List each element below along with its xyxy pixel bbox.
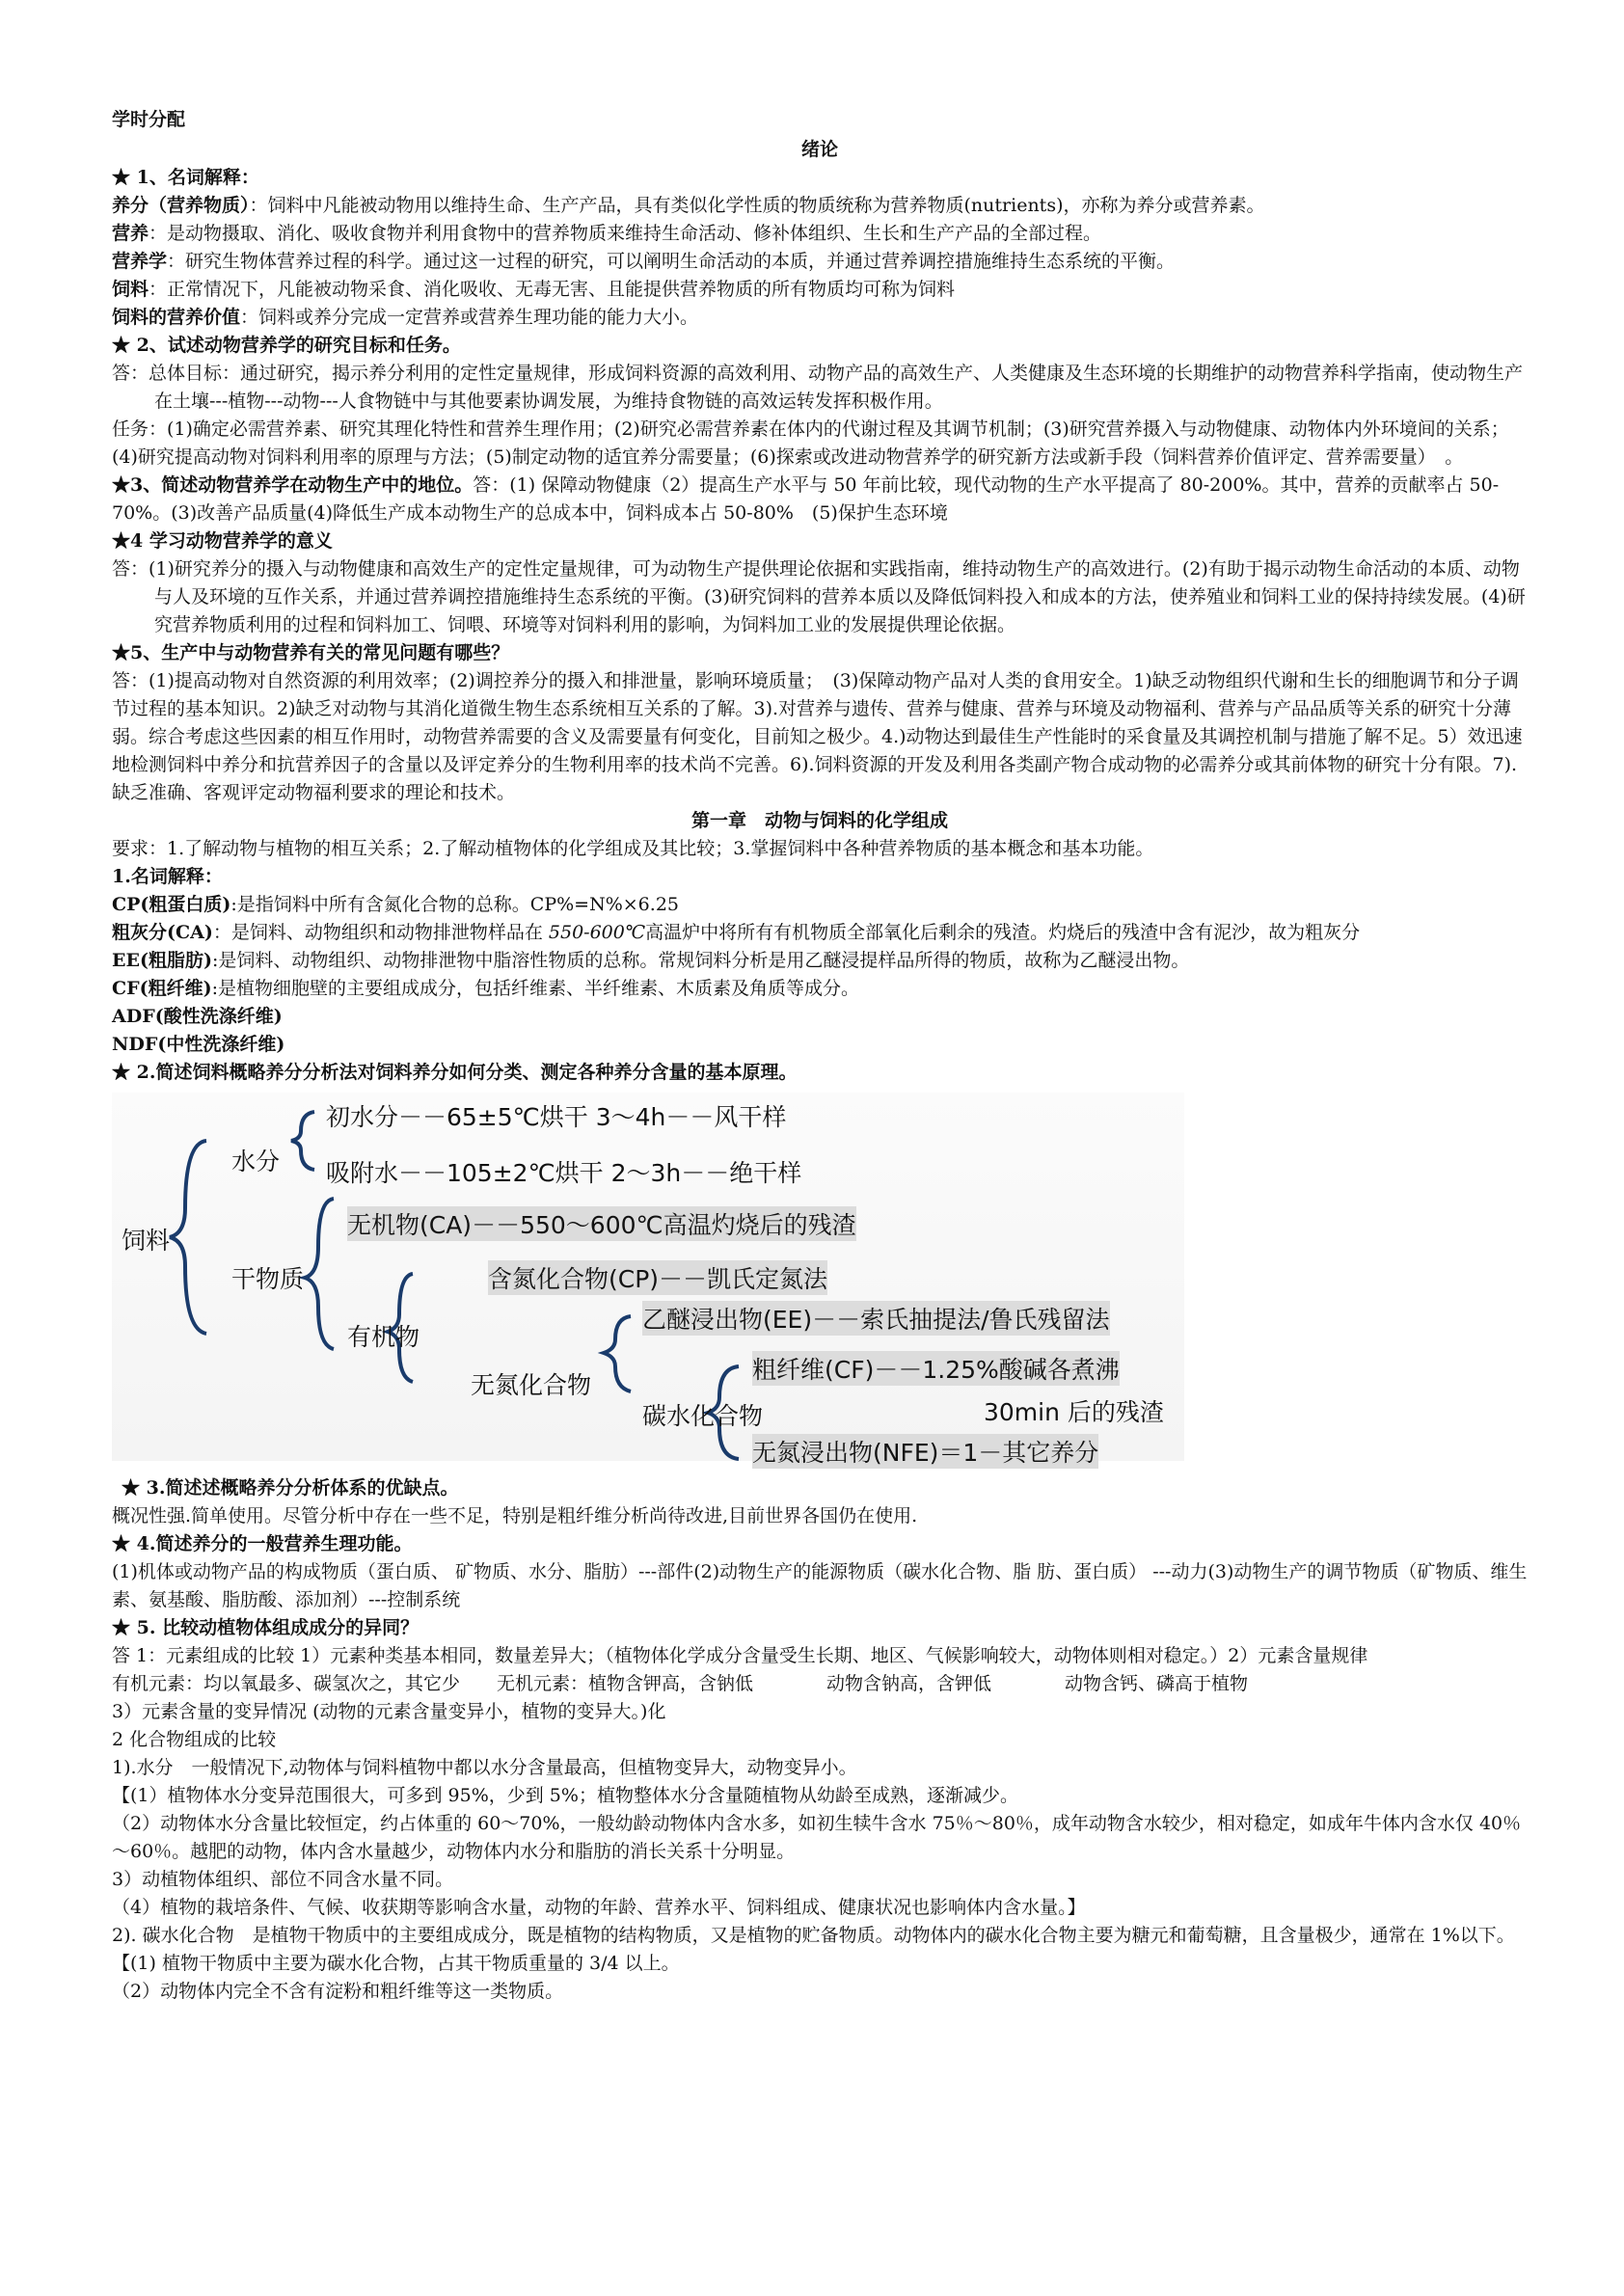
brace-dry-matter — [305, 1199, 334, 1349]
node-initial-water: 初水分－－65±5℃烘干 3～4h－－风干样 — [326, 1103, 787, 1131]
def-text: ：研究生物体营养过程的科学。通过这一过程的研究，可以阐明生命活动的本质，并通过营养调控措施维持生态系统的平衡。 — [167, 251, 1176, 272]
intro-q3 — [112, 472, 1528, 527]
node-nfe: 无氮浸出物(NFE)＝1－其它养分 — [752, 1434, 1098, 1469]
intro-q1-title: ★ 1、名词解释： — [112, 167, 259, 188]
chapter1-q3-answer: 概况性强.简单使用。尽管分析中存在一些不足，特别是粗纤维分析尚待改进,目前世界各国仍在使用. — [112, 1505, 918, 1526]
def-cp — [112, 891, 1528, 919]
chapter1-q1-title: 1.名词解释： — [112, 866, 223, 887]
chapter1-q5-answer-8: 3）动植物体组织、部位不同含水量不同。 — [112, 1869, 454, 1890]
def-nutritive-value — [112, 304, 1528, 332]
node-inorganic: 无机物(CA)－－550～600℃高温灼烧后的残渣 — [347, 1206, 856, 1241]
node-carbohydrate: 碳水化合物 — [642, 1402, 764, 1430]
chapter1-q5-answer-12: （2）动物体内完全不含有淀粉和粗纤维等这一类物质。 — [112, 1981, 564, 2002]
def-term: EE(粗脂肪) — [112, 950, 212, 971]
def-text: :是植物细胞壁的主要组成成分，包括纤维素、半纤维素、木质素及角质等成分。 — [211, 978, 859, 999]
chapter1-q4-answer: (1)机体或动物产品的构成物质（蛋白质、 矿物质、水分、脂肪）---部件(2)动物生产的能源物质（碳水化合物、脂 肪、蛋白质） ---动力(3)动物生产的调节物质（矿物质、维生素、氨基酸、脂肪酸、添加剂）---控制系统 — [112, 1561, 1528, 1610]
proximate-analysis-diagram — [112, 1093, 1184, 1467]
intro-q2-answer-tasks: 任务：(1)确定必需营养素、研究其理化特性和营养生理作用；(2)研究必需营养素在体内的代谢过程及其调节机制；(3)研究营养摄入与动物健康、动物体内外环境间的关系；(4)研究提高动物对饲料利用率的原理与方法；(5)制定动物的适宜养分需要量；(6)探索或改进动物营养学的研究新方法或新手段（饲料营养价值评定、营养需要量） 。 — [112, 419, 1509, 468]
def-text: ：正常情况下，凡能被动物采食、消化吸收、无毒无害、且能提供营养物质的所有物质均可称为饲料 — [149, 279, 956, 300]
chapter1-q5-answer-2: 有机元素：均以氧最多、碳氢次之，其它少 无机元素：植物含钾高，含钠低 动物含钠高，含钾低 动物含钙、磷高于植物 — [112, 1673, 1249, 1694]
node-crude-fiber: 粗纤维(CF)－－1.25%酸碱各煮沸 — [752, 1351, 1120, 1386]
chapter1-q5-title: ★ 5. 比较动植物体组成成分的异同？ — [112, 1617, 420, 1638]
chapter1-q5-answer-11: 【(1) 植物干物质中主要为碳水化合物，占其干物质重量的 3/4 以上。 — [112, 1953, 680, 1974]
chapter1-q5-answer-3: 3）元素含量的变异情况 (动物的元素含量变异小，植物的变异大。)化 — [112, 1701, 666, 1722]
node-water: 水分 — [231, 1148, 281, 1175]
def-term: CF(粗纤维) — [112, 978, 212, 999]
chapter1-q5-answer-7: （2）动物体水分含量比较恒定，约占体重的 60～70%，一般幼龄动物体内含水多，如初生犊牛含水 75％～80％，成年动物含水较少，相对稳定，如成年牛体内含水仅 40％～60％。越肥的动物，体内含水量越少，动物体内水分和脂肪的消长关系十分明显。 — [112, 1813, 1522, 1862]
def-text: :是指饲料中所有含氮化合物的总称。CP%=N%×6.25 — [230, 894, 679, 915]
def-term: 营养学 — [112, 251, 168, 272]
def-term: 饲料 — [112, 279, 149, 300]
def-term: CP(粗蛋白质) — [112, 894, 231, 915]
chapter1-q5-answer-5: 1).水分 一般情况下,动物体与饲料植物中都以水分含量最高，但植物变异大，动物变异小。 — [112, 1757, 857, 1778]
chapter1-q4-title: ★ 4.简述养分的一般营养生理功能。 — [112, 1533, 413, 1554]
header-label: 学时分配 — [112, 109, 186, 130]
chapter1-q5-answer-1: 答 1：元素组成的比较 1）元素种类基本相同，数量差异大；（植物体化学成分含量受生长期、地区、气候影响较大，动物体则相对稳定。）2）元素含量规律 — [112, 1645, 1368, 1666]
node-nitrogenous: 含氮化合物(CP)－－凯氏定氮法 — [488, 1260, 827, 1295]
node-organic: 有机物 — [347, 1323, 420, 1351]
intro-q3-title: ★3、简述动物营养学在动物生产中的地位。 — [112, 474, 474, 496]
def-nutriology — [112, 248, 1528, 276]
def-feed — [112, 276, 1528, 304]
def-term: 饲料的营养价值 — [112, 307, 241, 328]
brace-water — [291, 1112, 314, 1170]
intro-q4-title: ★4 学习动物营养学的意义 — [112, 530, 333, 552]
def-text: 高温炉中将所有有机物质全部氧化后剩余的残渣。灼烧后的残渣中含有泥沙，故为粗灰分 — [645, 922, 1361, 943]
chapter1-q5-answer-10: 2). 碳水化合物 是植物干物质中的主要组成成分，既是植物的结构物质，又是植物的贮备物质。动物体内的碳水化合物主要为糖元和葡萄糖，且含量极少，通常在 1%以下。 — [112, 1925, 1515, 1946]
def-ca — [112, 919, 1528, 947]
chapter1-q5-answer-4: 2 化合物组成的比较 — [112, 1729, 277, 1750]
def-text: ：是动物摄取、消化、吸收食物并利用食物中的营养物质来维持生命活动、修补体组织、生长和生产产品的全部过程。 — [149, 223, 1102, 244]
chapter1-q2-title: ★ 2.简述饲料概略养分分析法对饲料养分如何分类、测定各种养分含量的基本原理。 — [112, 1062, 798, 1083]
document-page — [112, 106, 1528, 2006]
def-text: :是饲料、动物组织、动物排泄物中脂溶性物质的总称。常规饲料分析是用乙醚浸提样品所得的物质，故称为乙醚浸出物。 — [211, 950, 1190, 971]
brace-non-nitrogenous — [604, 1316, 631, 1391]
node-ether-extract: 乙醚浸出物(EE)－－索氏抽提法/鲁氏残留法 — [642, 1301, 1110, 1336]
def-ee — [112, 947, 1528, 975]
def-nutrients — [112, 192, 1528, 220]
node-non-nitrogenous: 无氮化合物 — [471, 1371, 592, 1399]
def-text: ：是饲料、动物组织和动物排泄物样品在 — [212, 922, 549, 943]
brace-feed — [170, 1141, 206, 1334]
node-crude-fiber-residue: 30min 后的残渣 — [984, 1398, 1164, 1426]
intro-q3-answer: 答：(1) 保障动物健康（2）提高生产水平与 50 年前比较，现代动物的生产水平提高了 80-200%。其中，营养的贡献率占 50-70%。(3)改善产品质量(4)降低生产成本动物生产的总成本中，饲料成本占 50-80% (5)保护生态环境 — [112, 474, 1500, 524]
intro-q5-answer: 答：(1)提高动物对自然资源的利用效率；(2)调控养分的摄入和排泄量，影响环境质量； (3)保障动物产品对人类的食用安全。1)缺乏动物组织代谢和生长的细胞调节和分子调节过程的基本知识。2)缺乏对动物与其消化道微生物生态系统相互关系的了解。3).对营养与遗传、营养与健康、营养与环境及动物福利、营养与产品品质等关系的研究十分薄弱。综合考虑这些因素的相互作用时，动物营养需要的含义及需要量有何变化，目前知之极少。4.)动物达到最佳生产性能时的采食量及其调控机制与措施了解不足。5）效迅速地检测饲料中养分和抗营养因子的含量以及评定养分的生物利用率的技术尚不完善。6).饲料资源的开发及利用各类副产物合成动物的必需养分或其前体物的研究十分有限。7).缺乏准确、客观评定动物福利要求的理论和技术。 — [112, 670, 1523, 803]
def-temperature: 550-600℃ — [548, 922, 646, 943]
def-adf: ADF(酸性洗涤纤维) — [112, 1006, 283, 1027]
intro-q5-title: ★5、生产中与动物营养有关的常见问题有哪些？ — [112, 642, 510, 663]
node-absorbed-water: 吸附水－－105±2℃烘干 2～3h－－绝干样 — [326, 1159, 802, 1187]
def-nutrition — [112, 220, 1528, 248]
chapter1-q3-title: ★ 3.简述述概略养分分析体系的优缺点。 — [122, 1477, 459, 1499]
def-term: 粗灰分(CA) — [112, 922, 213, 943]
def-cf — [112, 975, 1528, 1003]
def-text: ：饲料或养分完成一定营养或营养生理功能的能力大小。 — [240, 307, 699, 328]
node-feed: 饲料 — [122, 1227, 171, 1255]
chapter1-q5-answer-9: （4）植物的栽培条件、气候、收获期等影响含水量，动物的年龄、营养水平、饲料组成、健康状况也影响体内含水量。】 — [112, 1897, 1086, 1918]
chapter1-requirement: 要求：1.了解动物与植物的相互关系；2.了解动植物体的化学组成及其比较；3.掌握饲料中各种营养物质的基本概念和基本功能。 — [112, 838, 1154, 859]
chapter1-title: 第一章 动物与饲料的化学组成 — [690, 810, 948, 831]
intro-q2-answer-goal: 答：总体目标：通过研究，揭示养分利用的定性定量规律，形成饲料资源的高效利用、动物产品的高效生产、人类健康及生态环境的长期维护的动物营养科学指南，使动物生产在土壤---植物---动物---人食物链中与其他要素协调发展，为维持食物链的高效运转发挥积极作用。 — [112, 363, 1524, 412]
def-term: 营养 — [112, 223, 149, 244]
intro-q2-title: ★ 2、试述动物营养学的研究目标和任务。 — [112, 335, 461, 356]
def-term: 养分（营养物质） — [112, 195, 250, 216]
def-text: ：饲料中凡能被动物用以维持生命、生产产品，具有类似化学性质的物质统称为营养物质(nutrients)，亦称为养分或营养素。 — [249, 195, 1265, 216]
chapter1-q5-answer-6: 【(1）植物体水分变异范围很大，可多到 95%，少到 5%；植物整体水分含量随植物从幼龄至成熟，逐渐减少。 — [112, 1785, 1018, 1806]
node-dry-matter: 干物质 — [231, 1265, 305, 1293]
intro-q4-answer: 答：(1)研究养分的摄入与动物健康和高效生产的定性定量规律，可为动物生产提供理论依据和实践指南，维持动物生产的高效进行。(2)有助于揭示动物生命活动的本质、动物与人及环境的互作关系，并通过营养调控措施维持生态系统的平衡。(3)研究饲料的营养本质以及降低饲料投入和成本的方法，使养殖业和饲料工业的保持持续发展。(4)研究营养物质利用的过程和饲料加工、饲喂、环境等对饲料利用的影响，为饲料加工业的发展提供理论依据。 — [112, 558, 1526, 635]
intro-title: 绪论 — [800, 139, 838, 160]
def-ndf: NDF(中性洗涤纤维) — [112, 1034, 285, 1055]
